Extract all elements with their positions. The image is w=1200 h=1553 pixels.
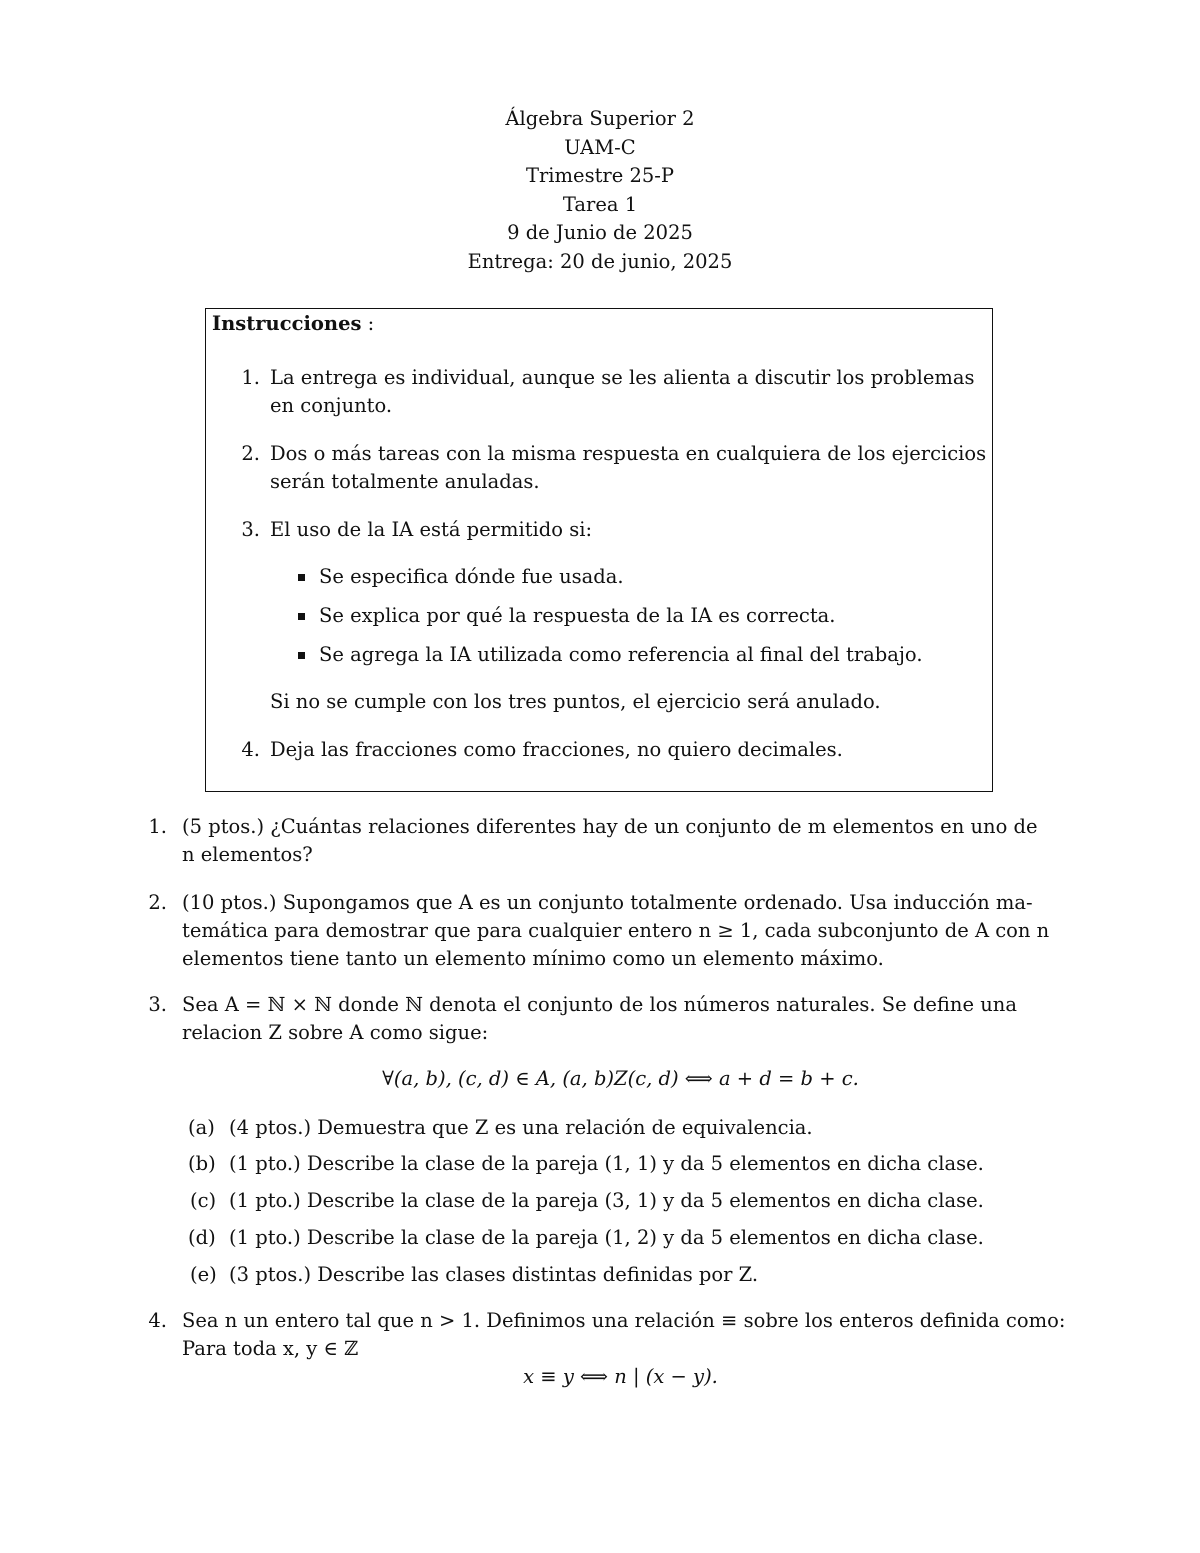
instructions-heading <box>212 312 374 335</box>
problem-number: 1. <box>148 815 167 838</box>
subproblem-text: (3 ptos.) Describe las clases distintas definidas por Z. <box>229 1263 759 1286</box>
instruction-text: en conjunto. <box>270 394 393 417</box>
subproblem-label: (b) <box>188 1152 216 1175</box>
problem-text: n elementos? <box>182 843 313 866</box>
problem-text: elementos tiene tanto un elemento mínimo como un elemento máximo. <box>182 947 884 970</box>
subproblem-text: (1 pto.) Describe la clase de la pareja (1, 1) y da 5 elementos en dicha clase. <box>229 1152 984 1175</box>
instruction-subitem: Se agrega la IA utilizada como referencia al final del trabajo. <box>319 643 923 666</box>
instruction-text: Dos o más tareas con la misma respuesta en cualquiera de los ejercicios <box>270 442 987 465</box>
instruction-subitem: Se explica por qué la respuesta de la IA es correcta. <box>319 604 836 627</box>
institution: UAM-C <box>564 135 636 159</box>
subproblem-text: (4 ptos.) Demuestra que Z es una relación de equivalencia. <box>229 1116 813 1139</box>
problem-text: Para toda x, y ∈ ℤ <box>182 1337 359 1360</box>
problem-text: Sea A = ℕ × ℕ donde ℕ denota el conjunto de los números naturales. Se define una <box>182 993 1017 1016</box>
problem-text: (10 ptos.) Supongamos que A es un conjunto totalmente ordenado. Usa inducción ma- <box>182 891 1033 914</box>
subproblem-text: (1 pto.) Describe la clase de la pareja (3, 1) y da 5 elementos en dicha clase. <box>229 1189 984 1212</box>
problem-text: temática para demostrar que para cualquier entero n ≥ 1, cada subconjunto de A con n <box>182 919 1050 942</box>
congruence-formula: x ≡ y ⟺ n | (x − y). <box>523 1365 718 1388</box>
instruction-number: 4. <box>241 738 260 761</box>
term: Trimestre 25-P <box>525 164 675 188</box>
subproblem-label: (c) <box>190 1189 217 1212</box>
problem-text: (5 ptos.) ¿Cuántas relaciones diferentes hay de un conjunto de m elementos en uno de <box>182 815 1038 838</box>
instruction-number: 2. <box>241 442 260 465</box>
course-title: Álgebra Superior 2 <box>505 107 695 130</box>
subproblem-label: (e) <box>190 1263 217 1286</box>
problem-number: 2. <box>148 891 167 914</box>
bullet-icon <box>298 574 305 581</box>
instructions-title: Instrucciones <box>212 312 362 335</box>
issue-date: 9 de Junio de 2025 <box>507 221 693 245</box>
instruction-number: 1. <box>241 366 260 389</box>
bullet-icon <box>298 652 305 659</box>
problem-text: relacion Z sobre A como sigue: <box>182 1021 489 1044</box>
assignment-title: Tarea 1 <box>562 192 638 216</box>
subproblem-label: (d) <box>188 1226 216 1249</box>
instruction-text: La entrega es individual, aunque se les alienta a discutir los problemas <box>270 366 975 389</box>
problem-number: 4. <box>148 1309 167 1332</box>
instruction-text: Deja las fracciones como fracciones, no quiero decimales. <box>270 738 843 761</box>
due-date: Entrega: 20 de junio, 2025 <box>467 249 733 273</box>
bullet-icon <box>298 613 305 620</box>
problem-text: Sea n un entero tal que n > 1. Definimos una relación ≡ sobre los enteros definida como: <box>182 1309 1066 1332</box>
instruction-number: 3. <box>241 518 260 541</box>
instructions-title-suffix: : <box>361 312 375 335</box>
instruction-text: serán totalmente anuladas. <box>270 470 540 493</box>
document-header <box>0 105 1200 277</box>
problem-number: 3. <box>148 993 167 1016</box>
subproblem-text: (1 pto.) Describe la clase de la pareja (1, 2) y da 5 elementos en dicha clase. <box>229 1226 984 1249</box>
instruction-subitem: Se especifica dónde fue usada. <box>319 565 624 588</box>
instruction-note: Si no se cumple con los tres puntos, el ejercicio será anulado. <box>270 690 881 713</box>
subproblem-label: (a) <box>188 1116 215 1139</box>
equivalence-formula: ∀(a, b), (c, d) ∈ A, (a, b)Z(c, d) ⟺ a + d = b + c. <box>382 1067 859 1090</box>
instruction-text: El uso de la IA está permitido si: <box>270 518 593 541</box>
